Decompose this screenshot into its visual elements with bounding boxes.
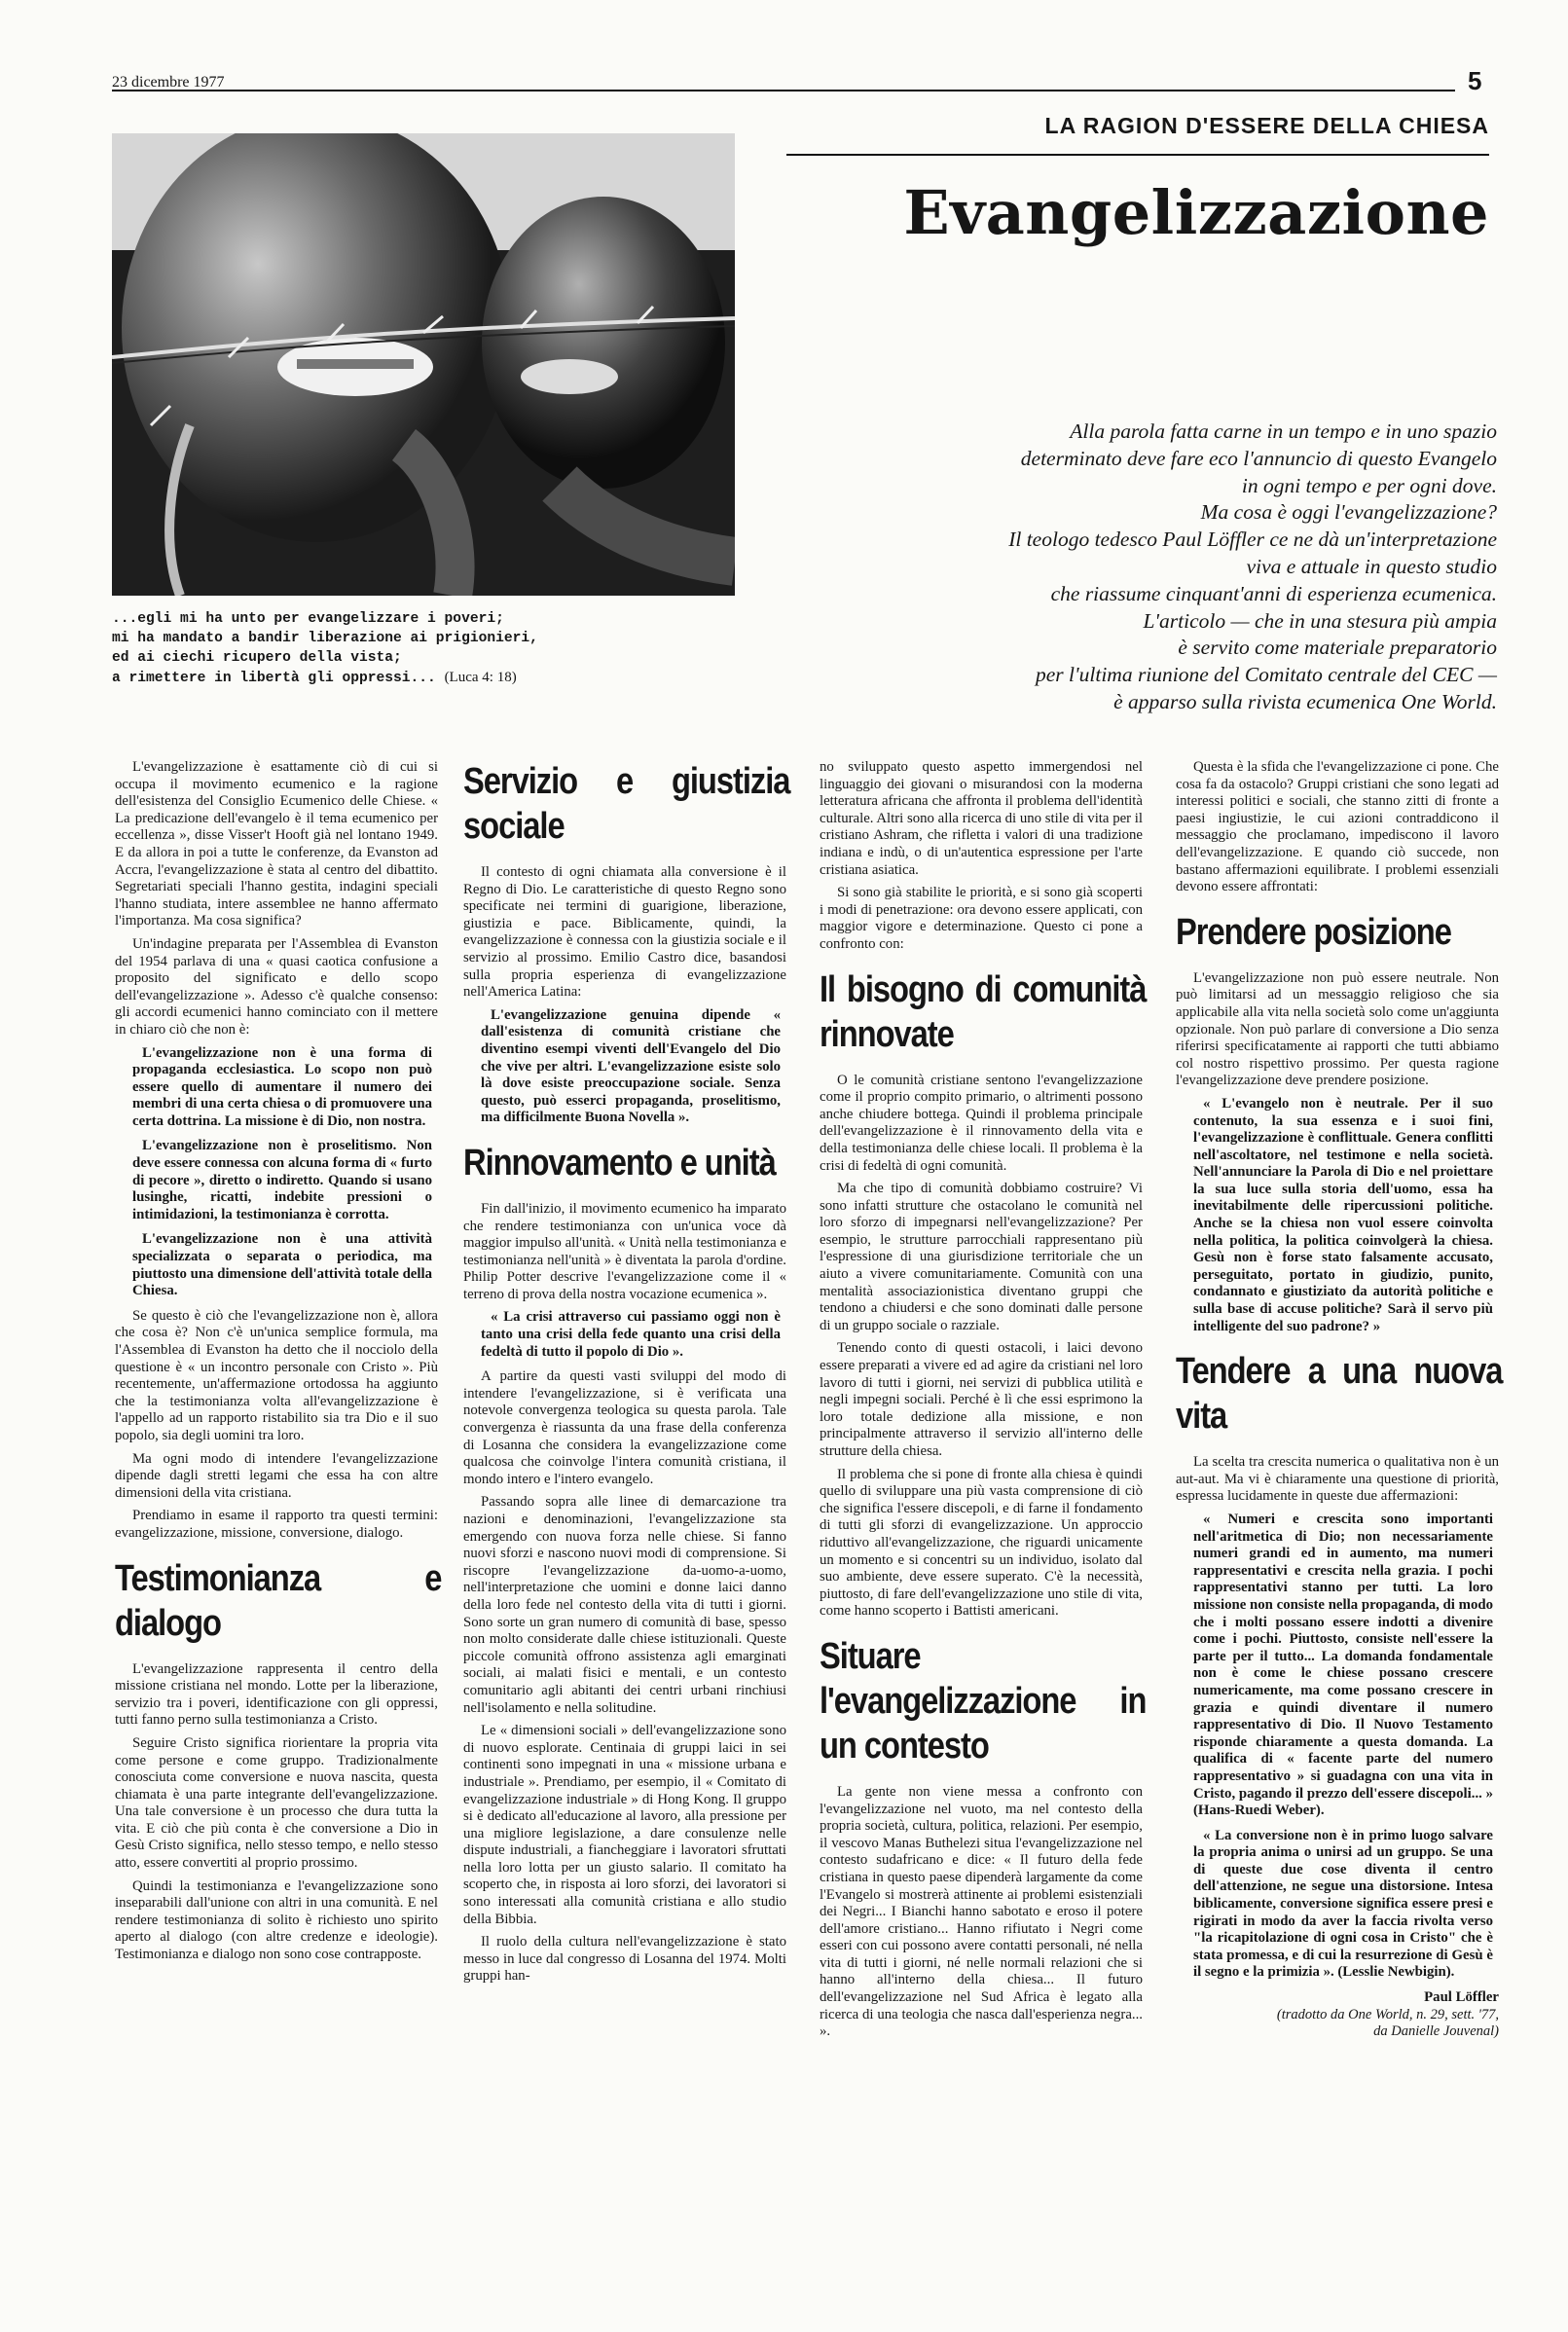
author-signature: Paul Löffler bbox=[1424, 1989, 1499, 2006]
page-number: 5 bbox=[1468, 66, 1482, 95]
paragraph: Fin dall'inizio, il movimento ecumenico ha imparato che rendere testimonianza con un'unica voce dà maggior impulso all'unità. « Unità nella testimonianza e testimonianza nell'unità » è diventata la parola d'ordine. Philip Potter descrive l'evangelizzazione come il « terreno di prova della nostra vocazione ecumenica ». bbox=[463, 1200, 786, 1302]
kicker-rule bbox=[786, 154, 1489, 156]
paragraph: Il ruolo della cultura nell'evangelizzazione è stato messo in luce dal congresso di Losanna del 1974. Molti gruppi han- bbox=[463, 1934, 786, 1985]
paragraph: Il problema che si pone di fronte alla chiesa è quindi quello di sviluppare una più vasta comprensione di ciò che significa l'essere discepoli, e di farne il fondamento di tutti gli sforzi di evangelizzazione. Un approccio riduttivo all'evangelizzazione, che riguardi unicamente un momento e si concentri su un individuo, isolato dal suo ambiente, deve essere superato. C'è la necessità, piuttosto, di fare dell'evangelizzazione uno stile di vita, come hanno scoperto i Battisti americani. bbox=[820, 1466, 1143, 1620]
caption-line: ed ai ciechi ricupero della vista; bbox=[112, 650, 402, 666]
translation-credit: da Danielle Jouvenal) bbox=[1373, 2022, 1499, 2039]
standfirst-line: è apparso sulla rivista ecumenica One World. bbox=[1113, 689, 1497, 713]
paragraph: Seguire Cristo significa riorientare la propria vita come persone e come gruppo. Tradizionalmente conosciuta come conversione e nuova nascita, questa chiamata è una parte integrante dell'evangelizzazione. Una tale conversione è un processo che dura tutta la vita. E ciò che più conta è che conversione a Dio in Gesù Cristo significa, nello stesso tempo, e nello stesso atto, essere convertiti al proprio prossimo. bbox=[115, 1734, 438, 1872]
standfirst-line: L'articolo — che in una stesura più ampia bbox=[1143, 608, 1497, 633]
paragraph: Un'indagine preparata per l'Assemblea di Evanston del 1954 parlava di una « quasi caotica confusione a proposito del significato e dello scopo dell'evangelizzazione ». Adesso c'è qualche consenso: gli accordi ecumenici hanno cominciato con il mettere in chiaro ciò che non è: bbox=[115, 935, 438, 1038]
headline: Evangelizzazione bbox=[903, 177, 1489, 248]
caption-line: mi ha mandato a bandir liberazione ai prigionieri, bbox=[112, 631, 538, 646]
subheading-prendere: Prendere posizione bbox=[1176, 911, 1451, 953]
article-column-4 bbox=[1176, 759, 1503, 2040]
pull-statement: L'evangelizzazione non è proselitismo. Non deve essere connessa con alcuna forma di « furto di pecore », diretto o indiretto. Quando si usano lusinghe, ricatti, indebite pressioni o intimidazioni, la testimonianza è corrotta. bbox=[132, 1138, 432, 1222]
pull-statement: L'evangelizzazione genuina dipende « dall'esistenza di comunità cristiane che diventino esempi viventi dell'Evangelo del Dio che vive per altri. L'evangelizzazione esiste solo là dove esiste preoccupazione sociale. Senza questo, può esserci propaganda, proselitismo, ma difficilmente Buona Novella ». bbox=[481, 1006, 781, 1126]
section-kicker: LA RAGION D'ESSERE DELLA CHIESA bbox=[1044, 113, 1489, 138]
paragraph: A partire da questi vasti sviluppi del modo di intendere l'evangelizzazione, si è verificata una notevole convergenza teologica su questa parola. Tale convergenza è riassunta da una frase della conferenza di Losanna che considera la evangelizzazione come qualcosa che coinvolge l'intera comunità cristiana, il mondo intero e l'intero evangelo. bbox=[463, 1368, 786, 1487]
paragraph: Il contesto di ogni chiamata alla conversione è il Regno di Dio. Le caratteristiche di questo Regno sono specificate nei termini di guarigione, liberazione, giustizia e pace. Biblicamente, quindi, la evangelizzazione è connessa con la giustizia sociale e il servizio al prossimo. Emilio Castro dice, basandosi sulla propria esperienza di evangelizzazione nell'America Latina: bbox=[463, 864, 786, 1001]
pull-statement: « La conversione non è in primo luogo salvare la propria anima o unirsi ad un gruppo. Se una di queste due cose diventa il centro dell'attenzione, ne segue una distorsione. Intesa biblicamente, conversione significa essere presi e rigirati in modo da aver la faccia rivolta verso "la ricapitolazione di ogni cosa in Cristo" che è stata promessa, e di cui la resurrezione di Gesù è il segno e la primizia ». (Lesslie Newbigin). bbox=[1193, 1827, 1493, 1981]
subheading-tendere: Tendere a una nuova vita bbox=[1176, 1351, 1503, 1438]
header-rule bbox=[112, 90, 1455, 91]
standfirst-line: Alla parola fatta carne in un tempo e in uno spazio bbox=[1070, 419, 1497, 443]
subheading-situare: Situare l'evangelizzazione in un contesto bbox=[820, 1635, 1147, 1767]
bible-reference: (Luca 4: 18) bbox=[444, 670, 517, 685]
paragraph: Tenendo conto di questi ostacoli, i laici devono essere preparati a vivere ed ad agire da cristiani nel loro lavoro di tutti i giorni, nei servizi di pubblica utilità e negli impegni sociali. Perché è lì che essi esprimono la loro totale dedizione alla missione, e non principalmente attraverso il servizio all'interno delle strutture della chiesa. bbox=[820, 1340, 1143, 1459]
paragraph: L'evangelizzazione non può essere neutrale. Non può limitarsi ad un messaggio religioso che sia applicabile alla vita nella società solo come un'aggiunta opzionale. Non può parlare di conversione a Dio senza riferirsi specificatamente ai rapporti che tutti abbiamo col nostro rispettivo prossimo. Per questa ragione l'evangelizzazione deve prendere posizione. bbox=[1176, 969, 1499, 1089]
pull-statement: « La crisi attraverso cui passiamo oggi non è tanto una crisi della fede quanto una crisi della fedeltà di tutto il popolo di Dio ». bbox=[481, 1309, 781, 1360]
pull-statement: « L'evangelo non è neutrale. Per il suo contenuto, la sua essenza e i suoi fini, l'evangelizzazione è conflittuale. Genera conflitti nell'ascoltatore, nel testimone e nella società. Nell'annunciare la Parola di Dio e nel proiettare la sua luce sulla storia dell'uomo, essa ha inevitabilmente delle ripercussioni politiche. Anche se la chiesa non vuol essere coinvolta nella politica, la politica coinvolgerà la chiesa. Gesù non è forse stato falsamente accusato, perseguitato, portato in giudizio, punito, condannato e giustiziato da autorità politiche e sulla base di accuse politiche? Sarà il servo più intelligente del suo padrone? » bbox=[1193, 1095, 1493, 1334]
paragraph: L'evangelizzazione è esattamente ciò di cui si occupa il movimento ecumenico e la ragione dell'esistenza del Consiglio Ecumenico delle Chiese. « La predicazione dell'evangelo è il tema ecumenico per eccellenza », disse Visser't Hooft già nel lontano 1949. E da allora in poi a tutte le conferenze, da Evanston ad Accra, l'evangelizzazione è stata al centro del dibattito. Segretariati speciali l'hanno gestita, indagini speciali l'hanno studiata, intere assemblee ne hanno affermato l'importanza. Ma cosa significa? bbox=[115, 759, 438, 929]
paragraph: Prendiamo in esame il rapporto tra questi termini: evangelizzazione, missione, conversione, dialogo. bbox=[115, 1508, 438, 1541]
caption-line: ...egli mi ha unto per evangelizzare i poveri; bbox=[112, 611, 504, 627]
standfirst-line: in ogni tempo e per ogni dove. bbox=[1241, 473, 1497, 497]
pull-statement: L'evangelizzazione non è una forma di propaganda ecclesiastica. Lo scopo non può essere quello di aumentare il numero dei membri di una certa chiesa o di promuovere una certa dottrina. La missione è di Dio, non nostra. bbox=[132, 1044, 432, 1129]
subheading-rinnovamento: Rinnovamento e unità bbox=[463, 1142, 776, 1184]
standfirst bbox=[779, 419, 1497, 716]
paragraph: Ma che tipo di comunità dobbiamo costruire? Vi sono infatti strutture che ostacolano le comunità nel loro sforzo di impegnarsi nell'evangelizzazione? Per esempio, le strutture parrocchiali rappresentano più l'espressione di una giurisdizione territoriale che un aiuto a vivere comunitariamente. Comunità con una mentalità associazionistica diventano gruppi che tendono a chiudersi e che sono dominati dalle persone di un gruppo sociale o razziale. bbox=[820, 1181, 1143, 1333]
paragraph: La gente non viene messa a confronto con l'evangelizzazione nel vuoto, ma nel contesto della propria società, cultura, politica, relazioni. Per esempio, il vescovo Manas Buthelezi situa l'evangelizzazione nel contesto sudafricano e dice: « Il futuro della fede cristiana in questo paese dipenderà largamente da come l'Evangelo si mostrerà attinente ai problemi esistenziali dei Negri... I Bianchi hanno sabotato e eroso il potere dell'amore cristiano... Hanno rifiutato i Negri come esseri con cui possono avere contatti personali, né nella vita di tutti i giorni, né nelle normali relazioni che si hanno all'interno della chiesa... Il futuro dell'evangelizzazione nel Sud Africa è legato alla ricerca di una teologia che nasca dall'esperienza negra... ». bbox=[820, 1783, 1143, 2040]
pull-statement: « Numeri e crescita sono importanti nell'aritmetica di Dio; non necessariamente numeri grandi ed in aumento, ma numeri rappresentativi e crescita nella grazia. I pochi rappresentativi stanno per tutti. La loro missione non consiste nella propaganda, di modo che i molti possano essere indotti a divenire come i pochi. Piuttosto, consiste nell'essere la parte per il tutto... La domanda fondamentale non è come le chiese possano crescere numericamente, ma come possano crescere in grazia e quindi diventare il numero rappresentativo di Dio. Il Nuovo Testamento risponde chiaramente a questa domanda. La qualifica di « facente parte del numero rappresentativo » si guadagna con una vita in Cristo, pagando il prezzo dell'essere discepoli... » (Hans-Ruedi Weber). bbox=[1193, 1512, 1493, 1819]
subheading-testimonianza: Testimonianza e dialogo bbox=[115, 1557, 442, 1644]
standfirst-line: Ma cosa è oggi l'evangelizzazione? bbox=[1200, 500, 1497, 525]
paragraph: L'evangelizzazione rappresenta il centro della missione cristiana nel mondo. Lotte per la liberazione, servizio tra i poveri, identificazione con gli oppressi, tutti fanno perno sulla testimonianza a Cristo. bbox=[115, 1660, 438, 1729]
pull-statement: L'evangelizzazione non è una attività specializzata o separata o periodica, ma piuttosto una dimensione dell'attività totale della Chiesa. bbox=[132, 1231, 432, 1299]
standfirst-line: Il teologo tedesco Paul Löffler ce ne dà un'interpretazione bbox=[1008, 528, 1497, 552]
news-photo bbox=[112, 133, 735, 596]
translation-credit: (tradotto da One World, n. 29, sett. '77, bbox=[1276, 2006, 1499, 2022]
paragraph: Le « dimensioni sociali » dell'evangelizzazione sono di nuovo esplorate. Centinaia di gruppi laici in sei continenti sono impegnati in una « missione urbana e industriale ». Prendiamo, per esempio, il « Comitato di evangelizzazione industriale » di Hong Kong. Il gruppo si è dedicato all'educazione al lavoro, alla pressione per una migliore legislazione, a dare consulenze nelle dispute industriali, a fiancheggiare i lavoratori sfruttati nella loro lotta per un giusto salario. Il comitato ha scoperto che, in risposta ai loro sforzi, dei lavoratori si sono interessati alla comunità cristiana e allo studio della Bibbia. bbox=[463, 1723, 786, 1927]
subheading-servizio: Servizio e giustizia sociale bbox=[463, 761, 790, 847]
standfirst-line: che riassume cinquant'anni di esperienza ecumenica. bbox=[1050, 581, 1497, 605]
subheading-bisogno: Il bisogno di comunità rinnovate bbox=[820, 968, 1147, 1055]
caption-text: a rimettere in libertà gli oppressi... bbox=[112, 671, 436, 686]
standfirst-line: è servito come materiale preparatorio bbox=[1178, 636, 1497, 660]
standfirst-line: determinato deve fare eco l'annuncio di questo Evangelo bbox=[1020, 446, 1497, 470]
paragraph: Questa è la sfida che l'evangelizzazione ci pone. Che cosa fa da ostacolo? Gruppi cristiani che sono legati ad interessi politici e sociali, che stanno zitti di fronte a paesi ingiustizie, le cui azioni contraddicono il messaggio che proclamano, impediscono il lavoro dell'evangelizzazione. E quando ciò succede, non bastano affermazioni equilibrate. I problemi essenziali devono essere affrontati: bbox=[1176, 759, 1499, 895]
paragraph: Se questo è ciò che l'evangelizzazione non è, allora che cosa è? Non c'è un'unica semplice formula, ma l'Assemblea di Evanston ha detto che il nocciolo della questione è « un incontro personale con Cristo ». Più recentemente, un'affermazione ortodossa ha aggiunto che la testimonianza volta all'evangelizzazione è l'appello ad un rapporto ristabilito sia tra Dio e il suo popolo, sia degli uomini tra loro. bbox=[115, 1307, 438, 1443]
paragraph: O le comunità cristiane sentono l'evangelizzazione come il proprio compito primario, o altrimenti possono anche chiudere bottega. Quindi il problema principale dell'evangelizzazione è il rinnovamento della vita e della testimonianza delle chiese locali. Il problema è la crisi di fedeltà di ogni comunità. bbox=[820, 1072, 1143, 1174]
paragraph: Passando sopra alle linee di demarcazione tra nazioni e denominazioni, l'evangelizzazione sta emergendo con nuova forza nelle chiese. Si fanno nuovi sforzi e nascono nuovi modi di comprensione. Si riscopre l'evangelizzazione da-uomo-a-uomo, nell'interpretazione che uomini e donne laici danno della loro fede nel contesto della vita di tutti i giorni. Sono sorte un gran numero di comunità di base, spesso non molto considerate dalle chiese istituzionali. Queste piccole comunità offrono assistenza agli emarginati sociali, ai malati fisici e mentali, e un contesto comunitario agli abitanti dei centri urbani rinchiusi nell'isolamento e nella solitudine. bbox=[463, 1494, 786, 1716]
issue-date: 23 dicembre 1977 bbox=[112, 74, 225, 91]
article-column-2 bbox=[463, 759, 790, 1991]
paragraph: La scelta tra crescita numerica o qualitativa non è un aut-aut. Ma vi è chiaramente una questione di priorità, espressa lucidamente in queste due affermazioni: bbox=[1176, 1454, 1499, 1505]
article-column-3 bbox=[820, 759, 1147, 2047]
paragraph: Ma ogni modo di intendere l'evangelizzazione dipende dagli stretti legami che essa ha con altre dimensioni della vita cristiana. bbox=[115, 1450, 438, 1501]
standfirst-line: per l'ultima riunione del Comitato centrale del CEC — bbox=[1036, 663, 1497, 687]
paragraph: Si sono già stabilite le priorità, e si sono già scoperti i modi di penetrazione: ora devono essere applicati, con maggior vigore e determinazione. Questo ci pone a confronto con: bbox=[820, 885, 1143, 952]
photo-caption bbox=[112, 609, 618, 688]
paragraph: Quindi la testimonianza e l'evangelizzazione sono inseparabili dall'unione con altri in una comunità. E nel rendere testimonianza di solito è richiesto uno spirito aperto al dialogo (con altre credenze e ideologie). Testimonianza e dialogo non sono cose contrapposte. bbox=[115, 1877, 438, 1963]
photo-barbed-wire-faces-icon bbox=[112, 133, 735, 596]
standfirst-line: viva e attuale in questo studio bbox=[1246, 554, 1497, 578]
caption-line bbox=[112, 668, 618, 688]
article-column-1 bbox=[115, 759, 442, 1970]
paragraph: no sviluppato questo aspetto immergendosi nel linguaggio dei giovani o misurandosi con la moderna letteratura africana che affronta il problema dell'identità culturale. Altri sono alla ricerca di uno stile di vita per il cristiano Ashram, che rifletta i valori di una tradizione indiana e indù, o di un'autentica espressione per l'arte cristiana asiatica. bbox=[820, 759, 1144, 878]
